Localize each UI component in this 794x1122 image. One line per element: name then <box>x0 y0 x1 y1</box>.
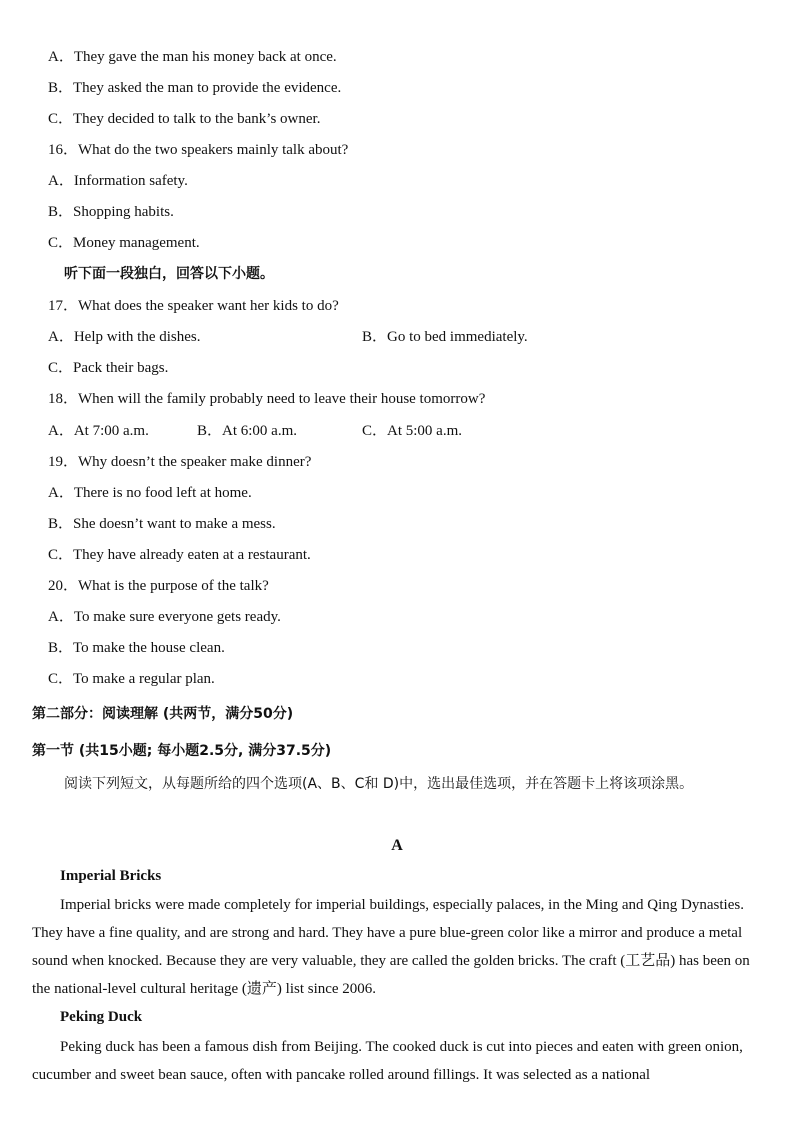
question-17: 17．What does the speaker want her kids to do? <box>48 298 339 314</box>
option-line: A．Help with the dishes. <box>48 329 201 345</box>
option-line: A．At 7:00 a.m. <box>48 423 149 439</box>
option-line: A．Information safety. <box>48 173 188 189</box>
passage-subtitle-bricks: Imperial Bricks <box>60 868 162 884</box>
option-line: B．They asked the man to provide the evidence. <box>48 80 342 96</box>
option-line: C．To make a regular plan. <box>48 671 215 687</box>
passage-subtitle-duck: Peking Duck <box>60 1009 143 1025</box>
option-line: B．Shopping habits. <box>48 204 174 220</box>
option-line: C．They decided to talk to the bank’s owner. <box>48 111 321 127</box>
passage-paragraph-bricks: Imperial bricks were made completely for imperial buildings, especially palaces, in the Ming and Qing Dynasties. They have a fine quality, and are strong and hard. They have a pure blue-green color like a mirror and produce a metal sound when knocked. Because they are very valuable, they are called the golden bricks. The craft (工艺品) has been on the national-level cultural heritage (遗产) list since 2006. <box>32 897 750 997</box>
listening-instruction: 听下面一段独白，回答以下小题。 <box>64 266 274 282</box>
option-line: C．Money management. <box>48 235 200 251</box>
option-line: B．She doesn’t want to make a mess. <box>48 516 276 532</box>
reading-instruction: 阅读下列短文，从每题所给的四个选项(A、B、C和 D)中，选出最佳选项，并在答题卡上将该项涂黑。 <box>64 776 694 792</box>
passage-paragraph-duck: Peking duck has been a famous dish from Beijing. The cooked duck is cut into pieces and eaten with green onion, cucumber and sweet bean sauce, often with pancake rolled around fillings. It was selected as a national <box>32 1039 743 1083</box>
option-line: B．To make the house clean. <box>48 640 225 656</box>
option-line: A．There is no food left at home. <box>48 485 252 501</box>
question-20: 20．What is the purpose of the talk? <box>48 578 269 594</box>
part-two-title: 第二部分：阅读理解 (共两节，满分50分) <box>32 706 294 722</box>
option-line: C．They have already eaten at a restaurant. <box>48 547 311 563</box>
question-19: 19．Why doesn’t the speaker make dinner? <box>48 454 312 470</box>
option-line: A．To make sure everyone gets ready. <box>48 609 281 625</box>
passage-label: A <box>391 837 403 854</box>
option-line: B．Go to bed immediately. <box>362 329 528 345</box>
option-line: B．At 6:00 a.m. <box>197 423 297 439</box>
section-one-title: 第一节 (共15小题; 每小题2.5分, 满分37.5分) <box>32 743 332 759</box>
option-line: C．Pack their bags. <box>48 360 169 376</box>
option-line: A．They gave the man his money back at once. <box>48 49 337 65</box>
question-18: 18．When will the family probably need to leave their house tomorrow? <box>48 391 486 407</box>
question-16: 16．What do the two speakers mainly talk about? <box>48 142 349 158</box>
option-line: C．At 5:00 a.m. <box>362 423 462 439</box>
